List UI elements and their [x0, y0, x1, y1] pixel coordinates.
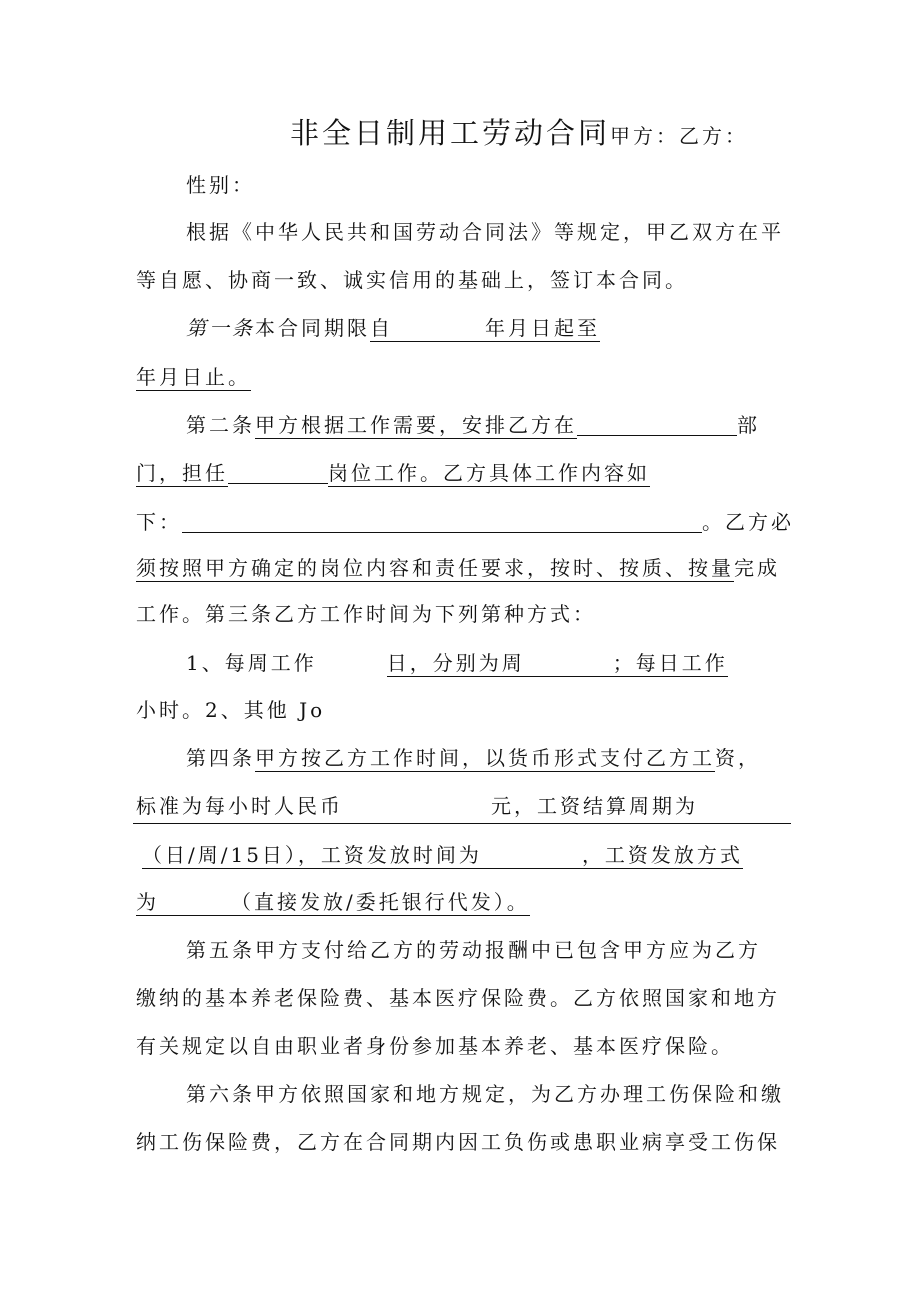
article-2-line-2 — [136, 458, 650, 488]
article-4-text-a: 甲方按乙方工作时间，以货币形式支付乙方工 — [255, 746, 715, 770]
article-4-payday-field — [142, 843, 743, 869]
article-2-label: 第二条 — [186, 413, 255, 437]
work-content-blank — [182, 508, 702, 533]
article-1-text-c: 年月日起至 — [485, 316, 600, 340]
article-3-line-2 — [186, 648, 728, 678]
article-2-text-f: 。乙方必 — [702, 510, 794, 534]
article-3-text-c: 日，分别为周 — [386, 651, 525, 675]
article-2-line-1 — [186, 410, 760, 440]
article-4-text-e: （日/周/15日），工资发放时间为 — [142, 843, 482, 867]
article-5-line-2: 缴纳的基本养老保险费、基本医疗保险费。乙方依照国家和地方 — [136, 986, 780, 1010]
article-1-line-1 — [186, 313, 600, 343]
article-2-text-b: 部 — [737, 413, 760, 437]
article-3-text-b: 1、每周工作 — [186, 651, 317, 675]
article-3-line-1: 工作。第三条乙方工作时间为下列第种方式： — [136, 602, 596, 626]
article-1-line-2 — [136, 362, 251, 392]
article-2-text-c: 门，担任 — [136, 461, 228, 485]
article-4-rule — [133, 823, 791, 824]
party-b-label: 乙方： — [679, 124, 749, 148]
article-4-line-2 — [136, 791, 698, 821]
article-4-text-f: ，工资发放方式 — [581, 843, 743, 867]
article-4-line-3 — [142, 840, 743, 870]
article-2-text-d: 岗位工作。乙方具体工作内容如 — [328, 461, 650, 485]
article-1-start-field — [370, 316, 600, 342]
article-5-line-3: 有关规定以自由职业者身份参加基本养老、基本医疗保险。 — [136, 1034, 734, 1058]
article-4-text-c: 标准为每小时人民币 — [136, 794, 343, 818]
article-4-method-field — [136, 890, 530, 916]
article-1-label: 第一条 — [186, 316, 255, 340]
article-4-text-b: 资， — [715, 746, 761, 770]
article-6-line-1: 第六条甲方依照国家和地方规定，为乙方办理工伤保险和缴 — [186, 1082, 784, 1106]
article-4-text-g: 为 — [136, 890, 159, 914]
department-blank — [577, 411, 737, 436]
article-3-schedule-field — [387, 651, 728, 677]
gender-label: 性别： — [186, 173, 255, 197]
title-line — [290, 118, 748, 151]
article-2-text-e: 下： — [136, 510, 182, 534]
position-blank — [228, 459, 328, 484]
article-4-line-4 — [136, 887, 530, 917]
party-a-label: 甲方： — [610, 124, 680, 148]
article-2-line-3 — [136, 507, 794, 537]
article-4-text-h: （直接发放/委托银行代发）。 — [231, 890, 530, 914]
article-4-label: 第四条 — [186, 746, 255, 770]
article-2-line-4 — [136, 553, 780, 583]
article-2-text-g: 须按照甲方确定的岗位内容和责任要求，按时、按质、按量 — [136, 556, 734, 580]
article-3-line-3: 小时。2、其他 Jo — [136, 698, 326, 722]
article-1-text-b: 自 — [370, 316, 393, 340]
article-3-text-d: ；每日工作 — [612, 651, 728, 675]
article-6-line-2: 纳工伤保险费，乙方在合同期内因工负伤或患职业病享受工伤保 — [136, 1130, 780, 1154]
contract-title: 非全日制用工劳动合同 — [290, 116, 611, 150]
article-5-line-1: 第五条甲方支付给乙方的劳动报酬中已包含甲方应为乙方 — [186, 938, 761, 962]
article-2-text-a: 甲方根据工作需要，安排乙方在 — [255, 413, 577, 437]
article-1-text-a: 本合同期限 — [255, 316, 370, 340]
article-2-text-h: 完成 — [734, 556, 780, 580]
intro-line-1: 根据《中华人民共和国劳动合同法》等规定，甲乙双方在平 — [186, 220, 784, 244]
article-1-end-field: 年月日止。 — [136, 365, 251, 389]
article-4-text-d: 元，工资结算周期为 — [491, 794, 698, 818]
intro-line-2: 等自愿、协商一致、诚实信用的基础上，签订本合同。 — [136, 268, 688, 292]
article-4-line-1 — [186, 743, 761, 773]
